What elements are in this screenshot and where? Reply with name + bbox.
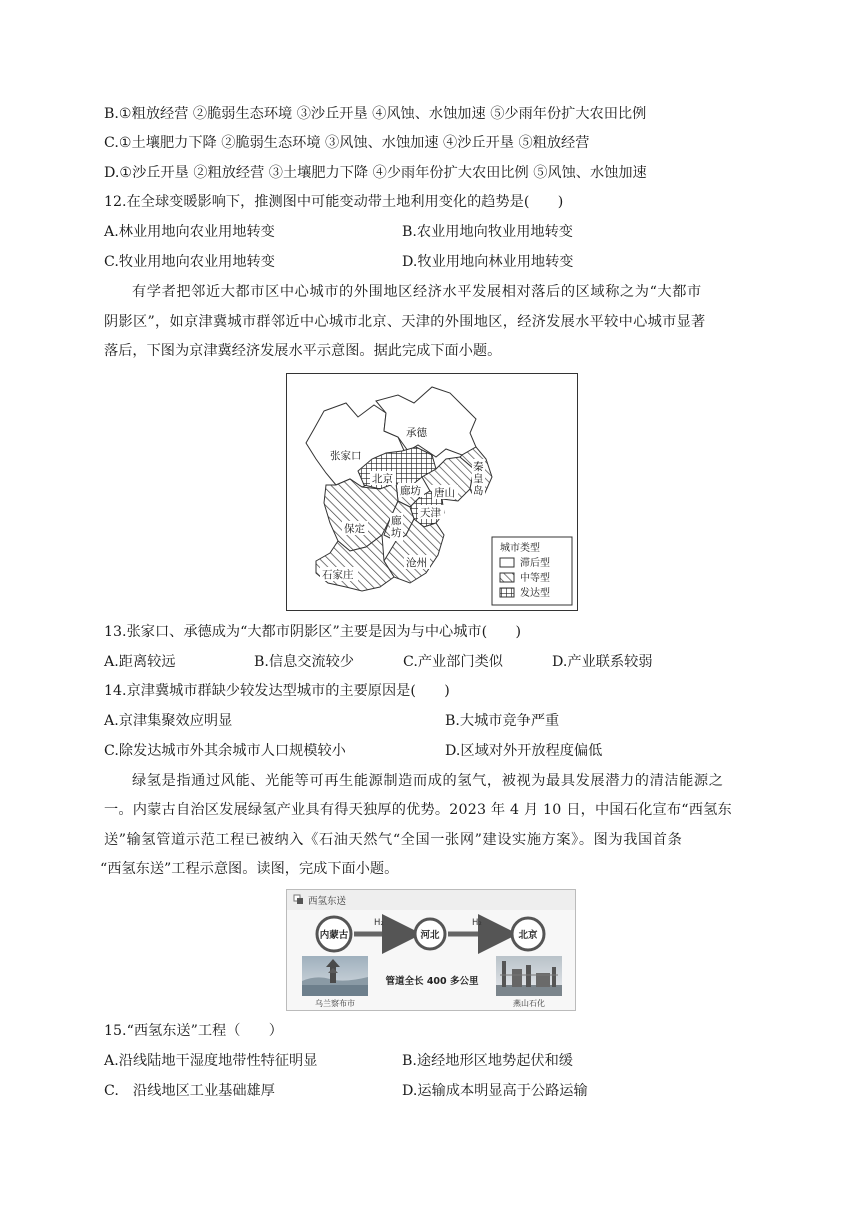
photo-yanshan-caption: 燕山石化 — [513, 999, 545, 1008]
q13-option-c: C.产业部门类似 — [403, 654, 503, 670]
label-shijiazhuang: 石家庄 — [322, 569, 354, 581]
label-tangshan: 唐山 — [434, 487, 455, 499]
q11-option-b: B.①粗放经营 ②脆弱生态环境 ③沙丘开垦 ④风蚀、水蚀加速 ⑤少雨年份扩大农田比例 — [104, 106, 647, 122]
jingjinji-map — [286, 373, 578, 611]
q13-option-b: B.信息交流较少 — [254, 654, 355, 670]
passage1-line2: 阴影区”，如京津冀城市群邻近中心城市北京、天津的外围地区，经济发展水平较中心城市显著 — [104, 314, 706, 330]
q14-option-b: B.大城市竞争严重 — [445, 713, 560, 729]
photo-ulanqab — [302, 956, 368, 996]
q15-option-c: C. 沿线地区工业基础雄厚 — [104, 1083, 275, 1099]
label-tianjin: 天津 — [420, 507, 441, 519]
gas-label-1: H₂ — [374, 918, 384, 928]
legend-title: 城市类型 — [500, 543, 540, 554]
q15-option-b: B.途经地形区地势起伏和缓 — [402, 1053, 573, 1069]
pipeline-title: 西氢东送 — [308, 896, 347, 907]
label-cangzhou: 沧州 — [406, 557, 427, 569]
node-beijing-label: 北京 — [518, 930, 538, 941]
q14-option-d: D.区域对外开放程度偏低 — [445, 743, 603, 759]
map-legend — [492, 537, 572, 605]
passage2-line1: 绿氢是指通过风能、光能等可再生能源制造而成的氢气，被视为最具发展潜力的清洁能源之 — [132, 773, 724, 789]
q14-option-a: A.京津集聚效应明显 — [104, 713, 233, 729]
q12-stem: 12.在全球变暖影响下，推测图中可能变动带土地利用变化的趋势是( ) — [104, 194, 564, 210]
q11-option-d: D.①沙丘开垦 ②粗放经营 ③土壤肥力下降 ④少雨年份扩大农田比例 ⑤风蚀、水蚀加速 — [104, 165, 647, 181]
q12-option-a: A.林业用地向农业用地转变 — [104, 224, 275, 240]
q12-option-b: B.农业用地向牧业用地转变 — [402, 224, 573, 240]
photo-ulanqab-caption: 乌兰察布市 — [315, 999, 355, 1008]
label-chengde: 承德 — [406, 427, 427, 439]
q14-stem: 14.京津冀城市群缺少较发达型城市的主要原因是( ) — [104, 683, 450, 699]
legend-developed: 发达型 — [520, 588, 550, 599]
pipeline-diagram — [286, 889, 576, 1011]
pipeline-length: 管道全长 400 多公里 — [385, 976, 479, 987]
q12-option-d: D.牧业用地向林业用地转变 — [402, 254, 574, 270]
photo-yanshan-petrochem — [496, 956, 562, 996]
node-neimenggu-label: 内蒙古 — [319, 930, 349, 941]
label-baoding: 保定 — [344, 523, 365, 535]
q11-option-c: C.①土壤肥力下降 ②脆弱生态环境 ③风蚀、水蚀加速 ④沙丘开垦 ⑤粗放经营 — [104, 135, 590, 151]
label-langfang-north: 廊坊 — [400, 485, 421, 497]
q15-option-d: D.运输成本明显高于公路运输 — [402, 1083, 588, 1099]
title-square-icon-2 — [297, 898, 303, 904]
q15-option-a: A.沿线陆地干湿度地带性特征明显 — [104, 1053, 318, 1069]
passage1-line1: 有学者把邻近大都市区中心城市的外围地区经济水平发展相对落后的区域称之为“大都市 — [132, 284, 702, 300]
label-langfang-south: 廊坊 — [391, 515, 402, 539]
q14-option-c: C.除发达城市外其余城市人口规模较小 — [104, 743, 346, 759]
passage1-line3: 落后，下图为京津冀经济发展水平示意图。据此完成下面小题。 — [104, 343, 502, 359]
q13-stem: 13.张家口、承德成为“大都市阴影区”主要是因为与中心城市( ) — [104, 624, 522, 640]
label-qinhuangdao: 秦皇岛 — [473, 461, 484, 497]
legend-medium: 中等型 — [520, 573, 550, 584]
passage2-line4: “西氢东送”工程示意图。读图，完成下面小题。 — [100, 861, 399, 877]
q12-option-c: C.牧业用地向农业用地转变 — [104, 254, 275, 270]
node-hebei-label: 河北 — [420, 930, 440, 941]
label-zhangjiakou: 张家口 — [330, 450, 362, 462]
legend-lagging: 滞后型 — [520, 558, 550, 569]
label-beijing: 北京 — [372, 473, 393, 485]
passage2-line2: 一。内蒙古自治区发展绿氢产业具有得天独厚的优势。2023 年 4 月 10 日，中国石化宣布“西氢东 — [104, 802, 732, 818]
q15-stem: 15.“西氢东送”工程（ ） — [104, 1023, 283, 1039]
passage2-line3: 送”输氢管道示范工程已被纳入《石油天然气“全国一张网”建设实施方案》。图为我国首条 — [104, 832, 683, 848]
gas-label-2: H₂ — [472, 918, 482, 928]
q13-option-a: A.距离较远 — [104, 654, 176, 670]
q13-option-d: D.产业联系较弱 — [552, 654, 653, 670]
